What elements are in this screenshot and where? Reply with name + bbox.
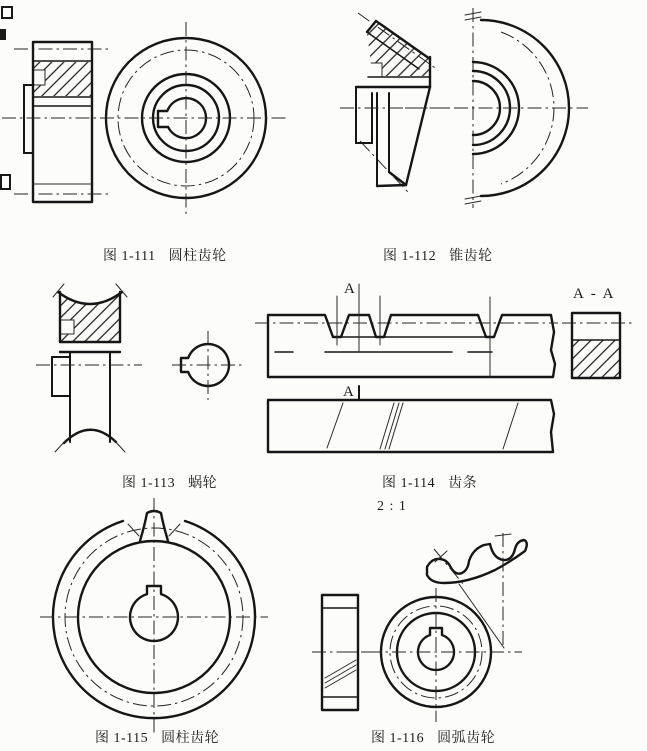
keyway-notch xyxy=(60,320,74,334)
caption-fig-1-114 xyxy=(382,472,477,492)
section-view-title: A - A xyxy=(573,286,616,302)
hub-boss xyxy=(52,357,70,396)
throat-arc xyxy=(64,430,116,443)
fig-1-116-end-view xyxy=(343,588,522,722)
figure-title: 锥齿轮 xyxy=(449,249,493,264)
fig-1-112-half-end-view xyxy=(405,8,588,208)
figure-number: 图 1-114 xyxy=(382,476,436,491)
fig-1-114-section-a-a xyxy=(562,313,632,378)
hub-boss xyxy=(356,87,372,143)
fig-1-113-section-view xyxy=(36,284,142,452)
fig-1-114-front-view xyxy=(255,284,558,400)
caption-fig-1-112 xyxy=(383,245,493,265)
figure-number: 图 1-115 xyxy=(95,731,149,746)
leader-line xyxy=(459,584,504,648)
figure-number: 图 1-111 xyxy=(103,249,156,264)
hub-boss xyxy=(24,85,33,153)
tooth-profile-detail xyxy=(427,540,527,583)
fig-1-114-top-view xyxy=(268,400,554,452)
fig-1-111-cylindrical-gear xyxy=(2,22,288,215)
fig-1-112-bevel-gear xyxy=(340,8,588,208)
scan-artifact xyxy=(0,174,11,190)
caption-fig-1-116 xyxy=(371,727,495,747)
fig-1-116-arc-gear xyxy=(312,533,527,722)
scan-artifact xyxy=(0,29,6,40)
caption-fig-1-111 xyxy=(103,245,227,265)
scan-artifact xyxy=(1,6,13,19)
caption-fig-1-115 xyxy=(95,727,219,747)
figure-title: 圆柱齿轮 xyxy=(168,249,227,264)
keyway-notch xyxy=(371,63,382,76)
cutting-plane-label-top: A xyxy=(344,281,356,297)
fig-1-115-cylindrical-gear-front xyxy=(40,498,268,734)
figure-number: 图 1-112 xyxy=(383,249,437,264)
caption-fig-1-113 xyxy=(122,472,217,492)
figure-title: 圆弧齿轮 xyxy=(437,731,496,746)
fig-1-116-side-view xyxy=(312,595,368,710)
figure-title: 齿条 xyxy=(448,476,478,491)
figure-title: 圆柱齿轮 xyxy=(161,731,220,746)
cutting-plane-label-bottom: A xyxy=(343,384,355,400)
figure-title: 蜗轮 xyxy=(188,476,218,491)
keyway-notch xyxy=(33,70,45,85)
figure-number: 图 1-113 xyxy=(122,476,176,491)
fig-1-111-section-view xyxy=(14,42,110,202)
fig-1-114-rack xyxy=(255,284,632,452)
figure-number: 图 1-116 xyxy=(371,731,425,746)
fig-1-112-section-view xyxy=(340,13,448,192)
fig-1-113-worm-wheel xyxy=(36,284,244,452)
detail-scale-label: 2 : 1 xyxy=(377,499,407,514)
fig-1-113-bore-view xyxy=(172,331,244,400)
